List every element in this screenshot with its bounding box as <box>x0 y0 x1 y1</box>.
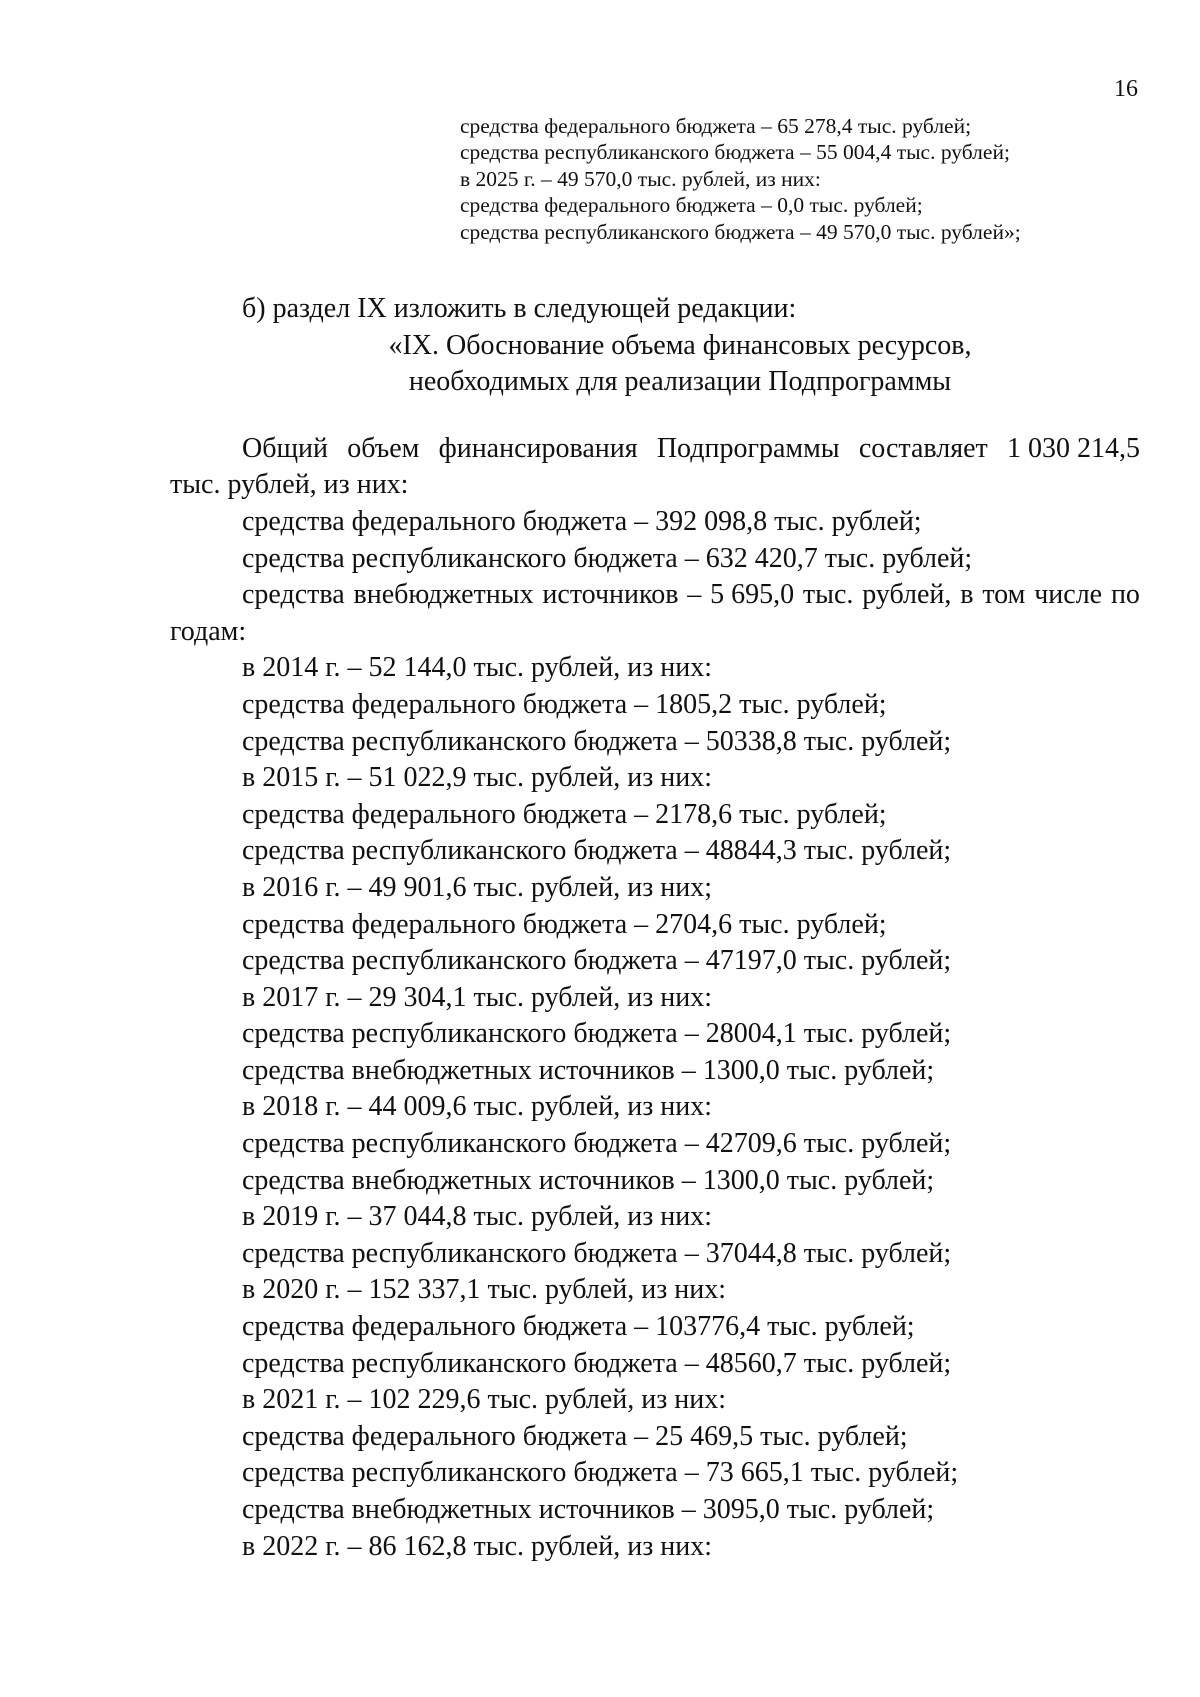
paragraph-total-line <box>170 431 1140 468</box>
year-line: средства федерального бюджета – 25 469,5 тыс. рублей; <box>242 1420 908 1452</box>
header-continuation-block <box>460 113 1110 245</box>
year-line: средства республиканского бюджета – 48844,3 тыс. рублей; <box>242 835 952 867</box>
justified-word: Подпрограммы <box>656 432 840 464</box>
republican-total-line: средства республиканского бюджета – 632 420,7 тыс. рублей; <box>242 542 973 574</box>
justified-word: тыс. <box>802 579 854 611</box>
justified-word: Общий <box>242 432 328 464</box>
year-line: в 2016 г. – 49 901,6 тыс. рублей, из них; <box>242 871 713 903</box>
year-line: в 2020 г. – 152 337,1 тыс. рублей, из них: <box>242 1274 727 1306</box>
year-line: в 2014 г. – 52 144,0 тыс. рублей, из них: <box>242 652 713 684</box>
header-line: в 2025 г. – 49 570,0 тыс. рублей, из них: <box>460 166 821 191</box>
year-line: средства внебюджетных источников – 3095,0 тыс. рублей; <box>242 1494 935 1525</box>
extrabudget-continuation: годам: <box>170 615 247 647</box>
section-title-line-2: необходимых для реализации Подпрограммы <box>408 366 952 398</box>
header-line: средства федерального бюджета – 0,0 тыс. рублей; <box>460 193 923 218</box>
year-line: в 2019 г. – 37 044,8 тыс. рублей, из них: <box>242 1201 713 1233</box>
year-line: средства республиканского бюджета – 48560,7 тыс. рублей; <box>242 1347 952 1379</box>
year-line: в 2018 г. – 44 009,6 тыс. рублей, из них: <box>242 1091 713 1123</box>
extrabudget-total-line <box>170 577 1140 614</box>
year-line: средства республиканского бюджета – 42709,6 тыс. рублей; <box>242 1128 952 1160</box>
year-line: средства республиканского бюджета – 50338,8 тыс. рублей; <box>242 725 952 757</box>
year-line: средства республиканского бюджета – 37044,8 тыс. рублей; <box>242 1237 952 1269</box>
section-title-line-1: «IX. Обоснование объема финансовых ресурсов, <box>388 329 972 361</box>
header-line: средства федерального бюджета – 65 278,4 тыс. рублей; <box>460 114 972 138</box>
justified-word: составляет <box>858 432 988 464</box>
year-line: средства республиканского бюджета – 73 665,1 тыс. рублей; <box>242 1457 959 1489</box>
year-line: средства федерального бюджета – 2704,6 тыс. рублей; <box>242 908 887 940</box>
justified-word: по <box>1110 579 1140 611</box>
year-line: средства федерального бюджета – 1805,2 тыс. рублей; <box>242 688 887 720</box>
year-line: средства федерального бюджета – 103776,4 тыс. рублей; <box>242 1311 915 1343</box>
justified-word: том <box>982 579 1026 611</box>
section-intro: б) раздел IX изложить в следующей редакции: <box>242 293 797 324</box>
year-line: в 2017 г. – 29 304,1 тыс. рублей, из них: <box>242 981 713 1013</box>
justified-word: в <box>960 579 974 611</box>
year-line: средства внебюджетных источников – 1300,0 тыс. рублей; <box>242 1164 935 1196</box>
paragraph-total-continuation: тыс. рублей, из них: <box>170 469 409 501</box>
spacer <box>170 401 1140 431</box>
justified-word: 1 030 214,5 <box>1006 432 1140 464</box>
year-line: в 2015 г. – 51 022,9 тыс. рублей, из них: <box>242 762 713 794</box>
document-body <box>170 291 1140 1565</box>
header-line: средства республиканского бюджета – 55 004,4 тыс. рублей; <box>460 140 1010 165</box>
year-line: средства республиканского бюджета – 47197,0 тыс. рублей; <box>242 945 952 977</box>
justified-word: числе <box>1034 579 1103 611</box>
justified-word: источников <box>542 579 679 611</box>
year-line: средства федерального бюджета – 2178,6 тыс. рублей; <box>242 798 887 830</box>
year-line: средства республиканского бюджета – 28004,1 тыс. рублей; <box>242 1018 952 1050</box>
header-line: средства республиканского бюджета – 49 570,0 тыс. рублей»; <box>460 219 1021 244</box>
justified-word: рублей, <box>862 579 952 611</box>
justified-word: внебюджетных <box>353 579 534 611</box>
justified-word: 5 695,0 <box>710 579 795 611</box>
justified-word: средства <box>242 579 345 611</box>
justified-word: – <box>687 579 702 611</box>
year-line: средства внебюджетных источников – 1300,0 тыс. рублей; <box>242 1054 935 1086</box>
justified-word: финансирования <box>438 432 638 464</box>
page-number: 16 <box>1114 76 1138 102</box>
federal-total-line: средства федерального бюджета – 392 098,8 тыс. рублей; <box>242 505 922 537</box>
justified-word: объем <box>347 432 420 464</box>
year-line: в 2021 г. – 102 229,6 тыс. рублей, из них: <box>242 1384 727 1416</box>
year-line: в 2022 г. – 86 162,8 тыс. рублей, из них: <box>242 1530 713 1562</box>
